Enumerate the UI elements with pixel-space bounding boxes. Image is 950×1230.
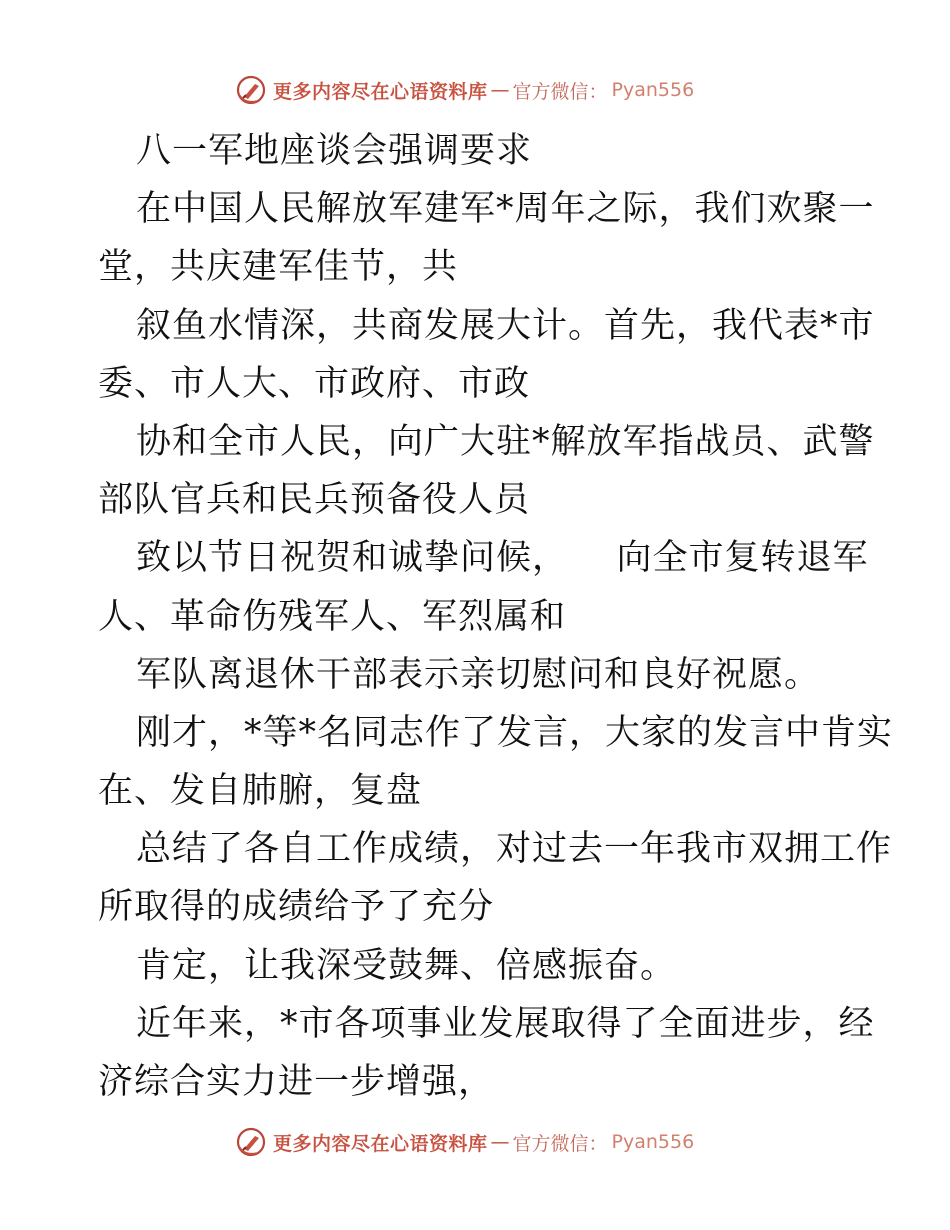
body-line: 部队官兵和民兵预备役人员 <box>98 480 531 521</box>
footer-banner <box>235 1124 694 1160</box>
document-body <box>98 122 894 1111</box>
body-line: 在、发自肺腑，复盘 <box>98 771 423 812</box>
body-line: 叙鱼水情深，共商发展大计。首先，我代表*市 <box>136 305 875 346</box>
banner-brand-text: 更多内容尽在心语资料库 <box>273 80 488 103</box>
body-line: 济综合实力进一步增强， <box>98 1062 495 1102</box>
banner-separator: — <box>490 1131 510 1153</box>
banner-separator: — <box>490 79 510 101</box>
body-line: 刚才，*等*名同志作了发言，大家的发言中肯实 <box>136 712 894 753</box>
pen-logo-icon <box>235 74 267 106</box>
body-line: 近年来，*市各项事业发展取得了全面进步，经 <box>136 1003 875 1044</box>
banner-wechat-label: 官方微信： <box>512 80 608 103</box>
body-line: 协和全市人民，向广大驻*解放军指战员、武警 <box>136 421 875 462</box>
body-line: 委、市人大、市政府、市政 <box>98 363 531 404</box>
banner-wechat-handle: Pyan556 <box>611 79 695 101</box>
body-line: 堂，共庆建军佳节，共 <box>98 247 459 288</box>
body-line: 所取得的成绩给予了充分 <box>98 887 495 928</box>
body-line: 人、革命伤残军人、军烈属和 <box>98 596 567 637</box>
banner-brand-text: 更多内容尽在心语资料库 <box>273 1132 488 1155</box>
document-title: 八一军地座谈会强调要求 <box>136 131 533 171</box>
banner-wechat-label: 官方微信： <box>512 1132 608 1155</box>
body-line: 肯定，让我深受鼓舞、倍感振奋。 <box>136 945 677 986</box>
body-line: 致以节日祝贺和诚挚问候， 向全市复转退军 <box>136 538 869 579</box>
body-line: 总结了各自工作成绩，对过去一年我市双拥工作 <box>136 829 893 870</box>
banner-wechat-handle: Pyan556 <box>611 1131 695 1153</box>
body-line: 军队离退休干部表示亲切慰问和良好祝愿。 <box>136 654 821 695</box>
pen-logo-icon <box>235 1126 267 1158</box>
header-banner <box>235 72 694 108</box>
body-line: 在中国人民解放军建军*周年之际，我们欢聚一 <box>136 189 875 230</box>
